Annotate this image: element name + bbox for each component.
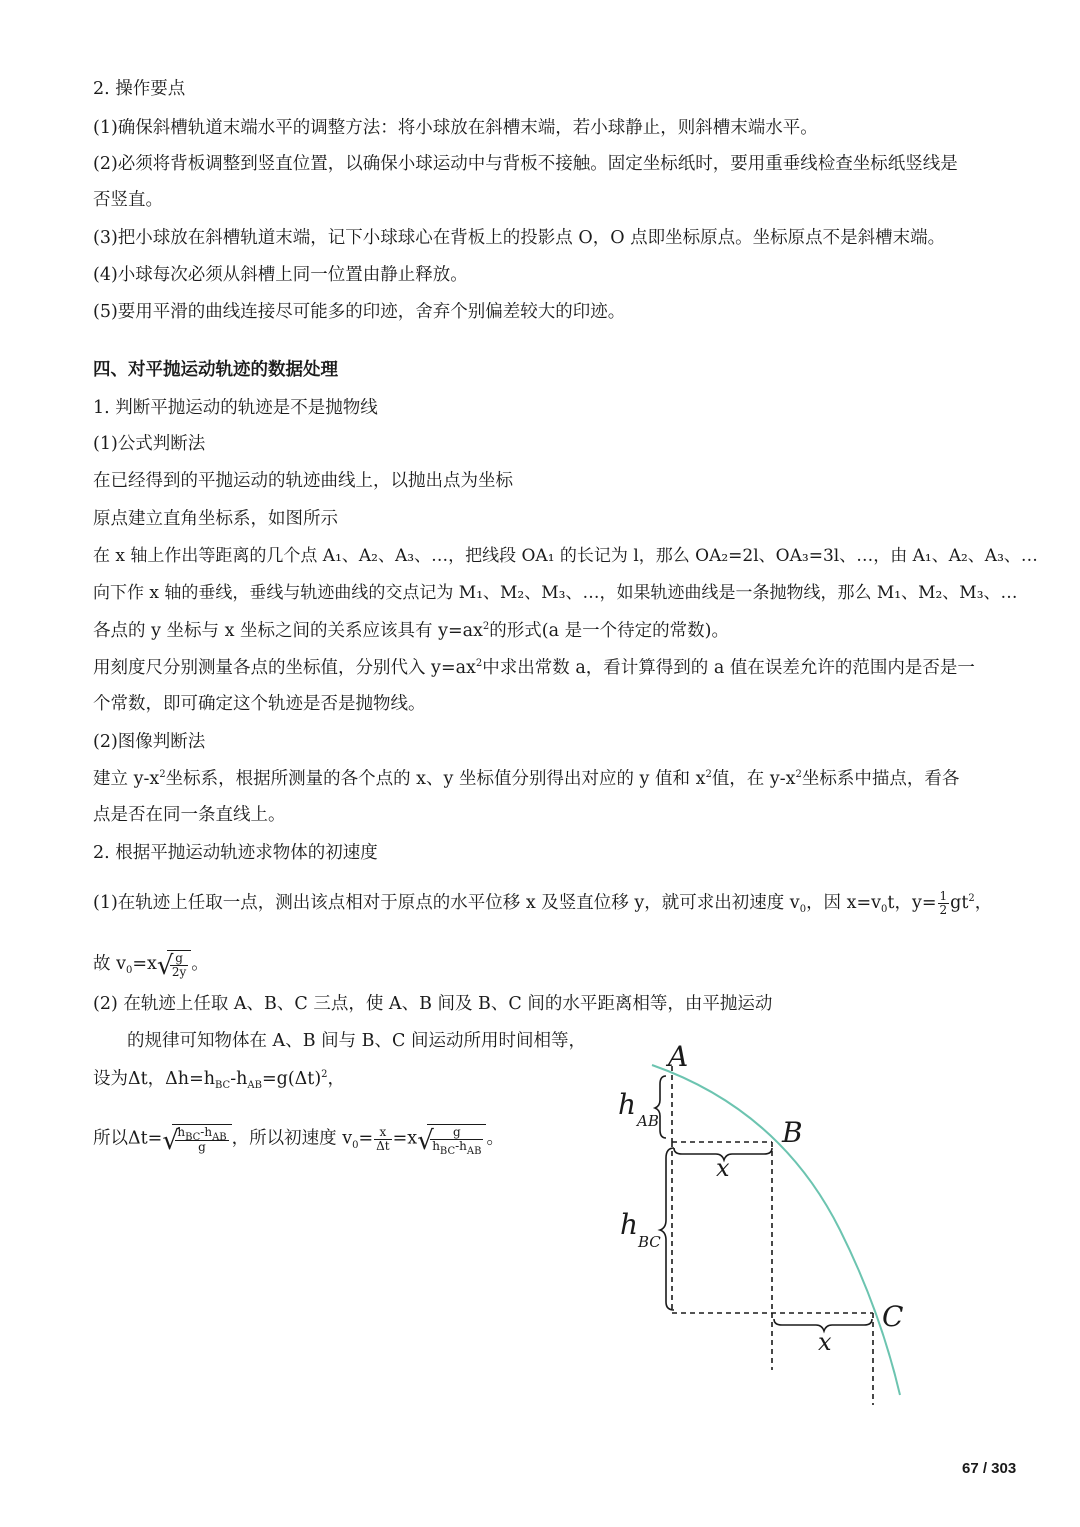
paragraph-3-line1: 用刻度尺分别测量各点的坐标值，分别代入 $y=ax^2$中求出常数 a，看计算得到的 a 值在误差允许的范围内是否是一 — [93, 658, 975, 678]
method-2-line1: (2) 在轨迹上任取 A、B、C 三点，使 A、B 间及 B、C 间的水平距离相等，由平抛运动 — [93, 994, 773, 1014]
sqrt-g-over-delta-h: √ $\frac{g}{h_{BC}-h_{AB}}$ — [417, 1124, 486, 1154]
label-h-bc-sub: BC — [638, 1233, 661, 1251]
method-2-line2: 的规律可知物体在 A、B 间与 B、C 间运动所用时间相等， — [127, 1031, 586, 1051]
label-x-ab: x — [716, 1154, 730, 1182]
operation-point-1: (1)确保斜槽轨道末端水平的调整方法：将小球放在斜槽末端，若小球静止，则斜槽末端水平。 — [93, 118, 818, 138]
trajectory-curve — [652, 1065, 900, 1395]
method-2-line3: 设为Δt，$\Delta h=h_{BC}-h_{AB}=g(\Delta t)^2$， — [93, 1069, 346, 1091]
operation-point-2-line1: (2)必须将背板调整到竖直位置，以确保小球运动中与背板不接触。固定坐标纸时，要用重垂线检查坐标纸竖线是 — [93, 154, 958, 174]
subsection-1-heading: 1. 判断平抛运动的轨迹是不是抛物线 — [93, 398, 378, 418]
paragraph-2-line3: 各点的 y 坐标与 x 坐标之间的关系应该具有 $y=ax^2$的形式(a 是一个待定的常数)。 — [93, 621, 729, 641]
trajectory-diagram — [600, 1030, 930, 1420]
graph-method-heading: (2)图像判断法 — [93, 732, 206, 752]
paragraph-3-line2: 个常数，即可确定这个轨迹是否是抛物线。 — [93, 694, 426, 714]
paragraph-1-line1: 在已经得到的平抛运动的轨迹曲线上，以抛出点为坐标 — [93, 471, 513, 491]
paragraph-1-line2: 原点建立直角坐标系，如图所示 — [93, 509, 338, 529]
label-x-bc: x — [818, 1328, 832, 1356]
label-a: A — [668, 1040, 689, 1073]
page-number: 67 / 303 — [962, 1460, 1017, 1477]
method-1-line1: (1)在轨迹上任取一点，测出该点相对于原点的水平位移 x 及竖直位移 y，就可求出初速度 $v_0$，因 $x=v_0t$，y= $\frac{1}{2}$ $gt^2$， — [93, 889, 993, 917]
paragraph-4-line1: 建立 $y-x^2$坐标系，根据所测量的各个点的 x、y 坐标值分别得出对应的 y 值和 $x^2$值，在 $y-x^2$坐标系中描点，看各 — [93, 769, 960, 789]
half-fraction: $\frac{1}{2}$ — [939, 889, 948, 917]
operation-point-3: (3)把小球放在斜槽轨道末端，记下小球球心在背板上的投影点 O，O 点即坐标原点。坐标原点不是斜槽末端。 — [93, 228, 946, 248]
paragraph-4-line2: 点是否在同一条直线上。 — [93, 805, 286, 825]
x-over-delta-t: $\frac{x}{\Delta t}$ — [376, 1124, 390, 1153]
section-4-heading: 四、对平抛运动轨迹的数据处理 — [93, 360, 338, 380]
operation-point-2-line2: 否竖直。 — [93, 190, 163, 210]
method-2-line4: 所以Δt= √ $\frac{h_{BC}-h_{AB}}{g}$ ，所以初速度 $v_0=$ $\frac{x}{\Delta t}$ =x √ $\frac{g}{h_{BC}-h_{AB}}$ 。 — [93, 1124, 504, 1157]
label-h-bc: h — [620, 1208, 639, 1241]
paragraph-2-line2: 向下作 x 轴的垂线，垂线与轨迹曲线的交点记为 M₁、M₂、M₃、…，如果轨迹曲线是一条抛物线，那么 M₁、M₂、M₃、… — [93, 583, 1018, 603]
label-c: C — [882, 1300, 904, 1333]
label-h-ab-sub: AB — [637, 1112, 659, 1130]
sqrt-delta-h-over-g: √ $\frac{h_{BC}-h_{AB}}{g}$ — [162, 1124, 231, 1154]
label-h-ab: h — [618, 1088, 637, 1121]
subsection-2-heading: 2. 根据平抛运动轨迹求物体的初速度 — [93, 843, 378, 863]
formula-method-heading: (1)公式判断法 — [93, 434, 206, 454]
operation-point-5: (5)要用平滑的曲线连接尽可能多的印迹，舍弃个别偏差较大的印迹。 — [93, 302, 626, 322]
label-b: B — [782, 1116, 803, 1149]
sqrt-g-over-2y: √ $\frac{g}{2y}$ — [157, 950, 191, 979]
operation-points-heading: 2. 操作要点 — [93, 79, 186, 99]
paragraph-2-line1: 在 x 轴上作出等距离的几个点 A₁、A₂、A₃、…，把线段 OA₁ 的长记为 l，那么 OA₂=2l、OA₃=3l、…，由 A₁、A₂、A₃、… — [93, 546, 1038, 566]
method-1-line2: 故 $v_0=x$ √ $\frac{g}{2y}$ 。 — [93, 951, 209, 981]
operation-point-4: (4)小球每次必须从斜槽上同一位置由静止释放。 — [93, 265, 468, 285]
